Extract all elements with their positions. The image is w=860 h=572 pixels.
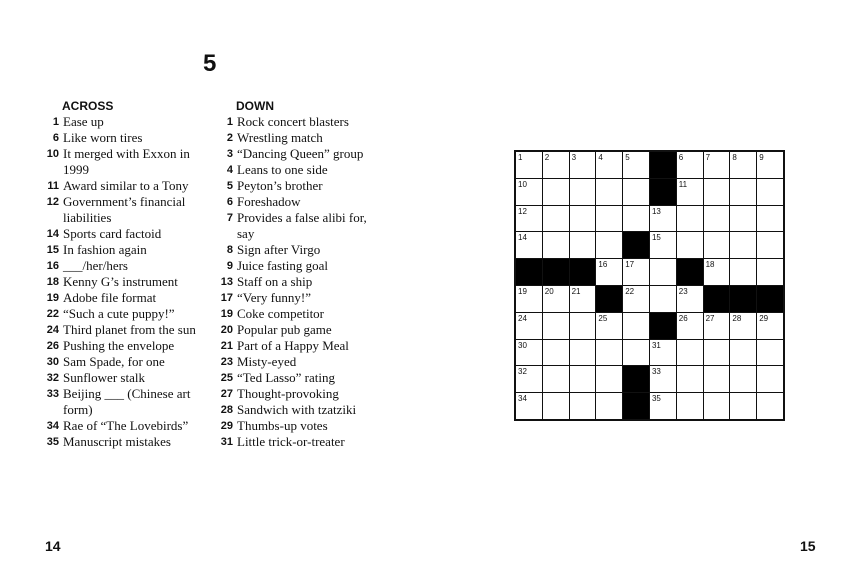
cell-number: 32 (518, 367, 527, 377)
down-clue (218, 274, 378, 290)
grid-cell[interactable] (570, 206, 596, 232)
clue-number: 21 (220, 340, 233, 352)
black-square (596, 286, 622, 312)
clue-number: 19 (220, 308, 233, 320)
grid-cell[interactable] (704, 152, 730, 178)
down-clue (218, 370, 378, 386)
cell-number: 7 (705, 153, 711, 162)
across-clue (44, 130, 214, 146)
clue-number: 17 (220, 292, 233, 304)
grid-cell[interactable] (650, 232, 676, 258)
clue-number: 11 (47, 180, 59, 192)
clue-number: 10 (46, 148, 59, 160)
clue-number: 7 (226, 212, 233, 224)
grid-cell[interactable] (596, 179, 622, 205)
grid-cell[interactable] (757, 152, 783, 178)
clue-text: Ease up (63, 114, 104, 129)
cell-number: 15 (651, 233, 661, 243)
grid-cell[interactable] (623, 313, 649, 339)
clue-number: 33 (46, 388, 59, 400)
grid-cell[interactable] (543, 152, 569, 178)
clue-number: 35 (46, 436, 59, 448)
down-clue (218, 130, 378, 146)
clue-text: Rock concert blasters (237, 114, 349, 129)
cell-number: 30 (518, 340, 527, 350)
grid-cell[interactable] (543, 366, 569, 392)
clue-number: 27 (220, 388, 233, 400)
down-clue (218, 178, 378, 194)
cell-number: 14 (518, 233, 527, 243)
cell-number: 22 (625, 286, 635, 296)
cell-number: 13 (651, 206, 661, 216)
grid-cell[interactable] (650, 366, 676, 392)
clue-text: Juice fasting goal (237, 258, 328, 273)
across-clue (44, 386, 214, 418)
clue-text: Leans to one side (237, 162, 328, 177)
grid-cell[interactable] (596, 152, 622, 178)
cell-number: 17 (625, 260, 635, 270)
page-number-left: 14 (45, 538, 61, 554)
grid-cell[interactable] (516, 340, 542, 366)
black-square (623, 232, 649, 258)
clue-text: Provides a false alibi for, say (237, 210, 367, 241)
grid-cell[interactable] (677, 152, 703, 178)
black-square (623, 366, 649, 392)
cell-number: 2 (544, 153, 550, 162)
grid-cell[interactable] (704, 393, 730, 419)
across-clues (44, 98, 214, 450)
cell-number: 3 (571, 153, 577, 162)
grid-cell[interactable] (757, 259, 783, 285)
cell-number: 21 (571, 286, 581, 296)
grid-cell[interactable] (757, 340, 783, 366)
grid-cell[interactable] (677, 366, 703, 392)
grid-cell[interactable] (677, 393, 703, 419)
down-clue (218, 402, 378, 418)
black-square (623, 393, 649, 419)
clue-text: Coke competitor (237, 306, 325, 321)
cell-number: 29 (759, 313, 769, 323)
grid-cell[interactable] (757, 206, 783, 232)
down-clue (218, 210, 378, 242)
black-square (757, 286, 783, 312)
grid-cell[interactable] (543, 313, 569, 339)
grid-cell[interactable] (543, 206, 569, 232)
grid-cell[interactable] (757, 393, 783, 419)
clue-number: 34 (46, 420, 59, 432)
across-clue (44, 338, 214, 354)
grid-cell[interactable] (704, 206, 730, 232)
clue-text: Thumbs-up votes (237, 418, 328, 433)
clue-number: 20 (220, 324, 233, 336)
grid-cell[interactable] (570, 366, 596, 392)
grid-cell[interactable] (543, 393, 569, 419)
grid-cell[interactable] (570, 313, 596, 339)
clue-number: 3 (226, 148, 233, 160)
grid-cell[interactable] (704, 179, 730, 205)
grid-cell[interactable] (650, 340, 676, 366)
grid-cell[interactable] (704, 259, 730, 285)
cell-number: 9 (759, 153, 764, 162)
across-clue (44, 290, 214, 306)
black-square (543, 259, 569, 285)
across-clue (44, 178, 214, 194)
grid-cell[interactable] (543, 286, 569, 312)
grid-cell[interactable] (596, 340, 622, 366)
clue-number: 6 (226, 196, 233, 208)
cell-number: 4 (598, 153, 603, 162)
cell-number: 28 (732, 313, 742, 323)
clue-number: 32 (46, 372, 59, 384)
clue-text: “Such a cute puppy!” (63, 306, 175, 321)
grid-cell[interactable] (516, 313, 542, 339)
clue-number: 9 (226, 260, 233, 272)
grid-cell[interactable] (677, 179, 703, 205)
grid-cell[interactable] (677, 286, 703, 312)
cell-number: 33 (651, 367, 661, 377)
clue-number: 16 (46, 260, 59, 272)
grid-cell[interactable] (596, 313, 622, 339)
clue-number: 30 (46, 356, 59, 368)
cell-number: 27 (705, 313, 715, 323)
down-heading: DOWN (236, 99, 274, 113)
down-clue (218, 386, 378, 402)
grid-cell[interactable] (730, 232, 756, 258)
clue-number: 2 (226, 132, 233, 144)
grid-cell[interactable] (650, 286, 676, 312)
grid-cell[interactable] (757, 366, 783, 392)
clue-text: ___/her/hers (63, 258, 128, 273)
down-clue (218, 322, 378, 338)
grid-cell[interactable] (596, 259, 622, 285)
grid-cell[interactable] (570, 152, 596, 178)
across-clue (44, 354, 214, 370)
cell-number: 16 (598, 260, 608, 270)
black-square (650, 179, 676, 205)
down-clue (218, 306, 378, 322)
across-clue (44, 322, 214, 338)
clue-text: Sandwich with tzatziki (237, 402, 357, 417)
black-square (704, 286, 730, 312)
grid-cell[interactable] (730, 206, 756, 232)
clue-text: Beijing ___ (Chinese art form) (63, 386, 191, 417)
grid-cell[interactable] (596, 232, 622, 258)
clue-number: 8 (226, 244, 233, 256)
clue-text: “Dancing Queen” group (237, 146, 364, 161)
clue-text: Part of a Happy Meal (237, 338, 349, 353)
crossword-grid (514, 150, 785, 421)
clue-number: 15 (46, 244, 59, 256)
clue-number: 23 (220, 356, 233, 368)
grid-cell[interactable] (516, 206, 542, 232)
grid-cell[interactable] (570, 393, 596, 419)
grid-cell[interactable] (623, 152, 649, 178)
down-clue (218, 258, 378, 274)
grid-cell[interactable] (570, 179, 596, 205)
down-clue (218, 242, 378, 258)
down-clue (218, 146, 378, 162)
cell-number: 31 (651, 340, 661, 350)
clue-text: Pushing the envelope (63, 338, 175, 353)
grid-cell[interactable] (677, 313, 703, 339)
clue-number: 29 (220, 420, 233, 432)
grid-cell[interactable] (650, 393, 676, 419)
black-square (730, 286, 756, 312)
clue-number: 6 (52, 132, 59, 144)
grid-cell[interactable] (570, 232, 596, 258)
cell-number: 8 (732, 153, 737, 162)
grid-cell[interactable] (650, 259, 676, 285)
cell-number: 10 (518, 179, 527, 189)
clue-number: 5 (226, 180, 233, 192)
grid-cell[interactable] (516, 179, 542, 205)
grid-cell[interactable] (596, 366, 622, 392)
clue-number: 24 (46, 324, 59, 336)
clue-text: Foreshadow (237, 194, 301, 209)
across-clue (44, 146, 214, 178)
grid-cell[interactable] (570, 340, 596, 366)
grid-cell[interactable] (730, 152, 756, 178)
across-clue (44, 274, 214, 290)
cell-number: 34 (518, 394, 527, 404)
grid-cell[interactable] (730, 340, 756, 366)
clue-number: 25 (220, 372, 233, 384)
down-clue-list (218, 114, 378, 450)
grid-cell[interactable] (516, 366, 542, 392)
clue-text: Award similar to a Tony (63, 178, 189, 193)
puzzle-number: 5 (203, 50, 217, 77)
clue-text: “Very funny!” (237, 290, 311, 305)
grid-cell[interactable] (623, 340, 649, 366)
cell-number: 35 (651, 394, 661, 404)
grid-cell[interactable] (704, 232, 730, 258)
grid-cell[interactable] (543, 340, 569, 366)
clue-text: Popular pub game (237, 322, 332, 337)
clue-number: 14 (46, 228, 59, 240)
across-clue-list (44, 114, 214, 450)
across-clue (44, 418, 214, 434)
grid-cell[interactable] (596, 393, 622, 419)
clue-number: 28 (220, 404, 233, 416)
clue-text: In fashion again (63, 242, 147, 257)
across-heading: ACROSS (62, 99, 114, 113)
grid-cell[interactable] (730, 393, 756, 419)
black-square (650, 152, 676, 178)
black-square (650, 313, 676, 339)
cell-number: 24 (518, 313, 527, 323)
cell-number: 18 (705, 260, 715, 270)
grid-cell[interactable] (677, 206, 703, 232)
clue-text: Sign after Virgo (237, 242, 321, 257)
grid-cell[interactable] (757, 313, 783, 339)
grid-cell[interactable] (623, 206, 649, 232)
black-square (570, 259, 596, 285)
clue-number: 4 (226, 164, 233, 176)
clue-number: 26 (46, 340, 59, 352)
clue-text: Adobe file format (63, 290, 157, 305)
clue-text: Manuscript mistakes (63, 434, 171, 449)
cell-number: 1 (518, 153, 523, 162)
clue-text: Kenny G’s instrument (63, 274, 178, 289)
grid-cell[interactable] (623, 179, 649, 205)
grid-cell[interactable] (516, 393, 542, 419)
grid-cell[interactable] (704, 340, 730, 366)
grid-cell[interactable] (543, 179, 569, 205)
grid-cell[interactable] (570, 286, 596, 312)
black-square (516, 259, 542, 285)
cell-number: 26 (678, 313, 688, 323)
across-clue (44, 434, 214, 450)
across-clue (44, 306, 214, 322)
grid-cell[interactable] (730, 179, 756, 205)
page-number-right: 15 (800, 538, 816, 554)
grid-cell[interactable] (677, 340, 703, 366)
down-clue (218, 434, 378, 450)
grid-cell[interactable] (596, 206, 622, 232)
down-clue (218, 290, 378, 306)
cell-number: 19 (518, 286, 527, 296)
grid-cell[interactable] (623, 286, 649, 312)
across-clue (44, 370, 214, 386)
cell-number: 12 (518, 206, 527, 216)
clue-number: 22 (46, 308, 59, 320)
grid-cell[interactable] (704, 313, 730, 339)
clue-text: Staff on a ship (237, 274, 313, 289)
clue-number: 1 (52, 116, 59, 128)
down-clue (218, 354, 378, 370)
down-clue (218, 114, 378, 130)
down-clue (218, 194, 378, 210)
grid-cell[interactable] (730, 259, 756, 285)
across-clue (44, 258, 214, 274)
clue-text: Wrestling match (237, 130, 323, 145)
across-clue (44, 194, 214, 226)
down-clues (218, 98, 378, 450)
cell-number: 6 (678, 153, 684, 162)
cell-number: 25 (598, 313, 608, 323)
clue-text: Sports card factoid (63, 226, 162, 241)
clue-text: Thought-provoking (237, 386, 339, 401)
down-clue (218, 418, 378, 434)
cell-number: 5 (625, 153, 630, 162)
grid-cell[interactable] (650, 206, 676, 232)
grid-cell[interactable] (730, 313, 756, 339)
grid-cell[interactable] (543, 232, 569, 258)
clue-text: It merged with Exxon in 1999 (63, 146, 190, 177)
grid-cell[interactable] (677, 232, 703, 258)
clue-number: 13 (220, 276, 233, 288)
down-clue (218, 162, 378, 178)
across-clue (44, 226, 214, 242)
black-square (677, 259, 703, 285)
grid-cell[interactable] (623, 259, 649, 285)
across-clue (44, 242, 214, 258)
clue-number: 18 (46, 276, 59, 288)
clue-number: 19 (46, 292, 59, 304)
clue-text: Like worn tires (63, 130, 143, 145)
down-clue (218, 338, 378, 354)
clue-number: 12 (46, 196, 59, 208)
grid-cell[interactable] (757, 179, 783, 205)
grid-cell[interactable] (757, 232, 783, 258)
clue-text: Misty-eyed (237, 354, 297, 369)
clue-text: Government’s financial liabilities (63, 194, 186, 225)
across-clue (44, 114, 214, 130)
grid-cell[interactable] (516, 232, 542, 258)
clue-number: 31 (220, 436, 233, 448)
clue-text: Little trick-or-treater (237, 434, 345, 449)
cell-number: 23 (678, 286, 688, 296)
grid-cell[interactable] (730, 366, 756, 392)
clue-text: Sam Spade, for one (63, 354, 165, 369)
clue-text: “Ted Lasso” rating (237, 370, 335, 385)
clue-text: Sunflower stalk (63, 370, 145, 385)
cell-number: 11 (678, 179, 688, 189)
grid-cell[interactable] (516, 286, 542, 312)
cell-number: 20 (544, 286, 554, 296)
grid-cell[interactable] (704, 366, 730, 392)
clue-text: Peyton’s brother (237, 178, 323, 193)
clue-text: Rae of “The Lovebirds” (63, 418, 189, 433)
grid-cell[interactable] (516, 152, 542, 178)
clue-number: 1 (226, 116, 233, 128)
clue-text: Third planet from the sun (63, 322, 196, 337)
